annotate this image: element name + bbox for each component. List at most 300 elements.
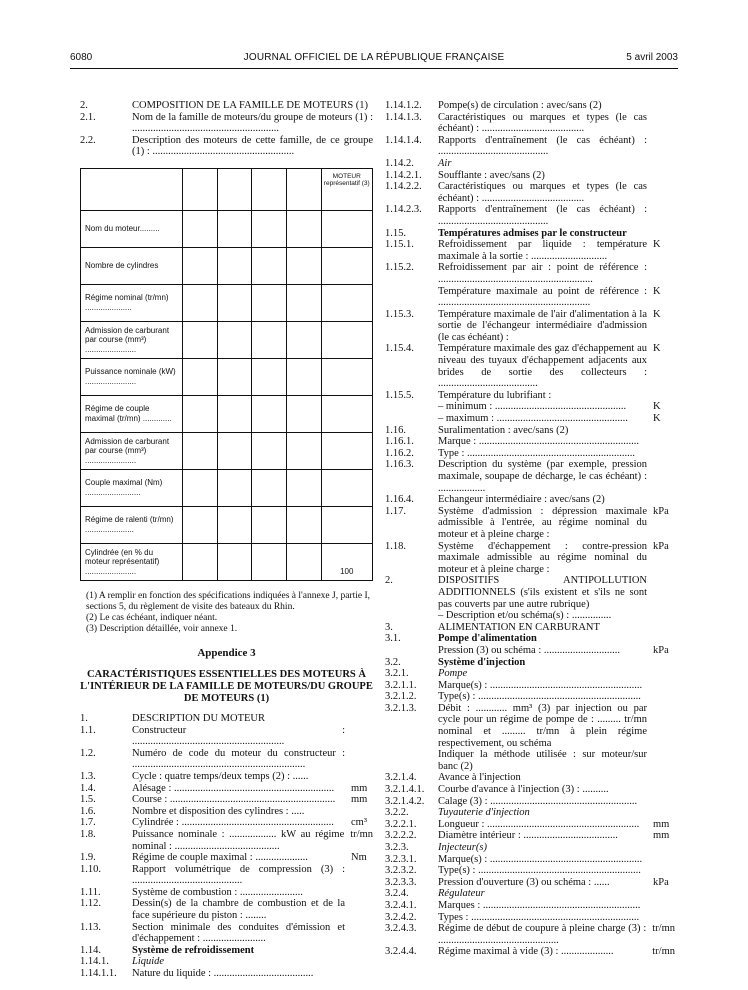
table-cell bbox=[252, 395, 287, 432]
form-item bbox=[385, 668, 675, 680]
item-number: 1.17. bbox=[385, 505, 406, 517]
item-text: Diamètre intérieur : .................................... bbox=[438, 830, 618, 842]
item-text: Pression (3) ou schéma : ............................. bbox=[438, 644, 620, 656]
item-text: Marque : ............................................................. bbox=[438, 436, 639, 448]
item-text: Système d'échappement : contre-pression maximale admissible au régime nominal du moteur et à pleine charge : bbox=[438, 540, 647, 575]
page-number: 6080 bbox=[70, 52, 93, 63]
table-cell bbox=[252, 543, 287, 580]
item-number: 1.15.3. bbox=[385, 308, 414, 320]
representative-engine-cell bbox=[321, 506, 373, 543]
item-number: 3.2.2. bbox=[385, 807, 409, 819]
table-cell bbox=[217, 395, 252, 432]
item-text: Courbe d'avance à l'injection (3) : .......... bbox=[438, 784, 609, 796]
item-text: – maximum : .................................................. bbox=[438, 413, 628, 425]
item-text: Pompe bbox=[438, 668, 468, 680]
row-label: Régime nominal (tr/mn) ..................... bbox=[81, 284, 183, 321]
item-text: Course : ............................................................... bbox=[132, 794, 336, 806]
item-number: 1.14.2. bbox=[385, 157, 414, 169]
item-number: 3.2.4.2. bbox=[385, 911, 417, 923]
footnote-3: (3) Description détaillée, voir annexe 1. bbox=[86, 623, 238, 634]
item-unit: mm bbox=[351, 782, 368, 794]
form-item bbox=[385, 204, 675, 227]
footnotes bbox=[80, 591, 373, 635]
form-item bbox=[385, 819, 675, 831]
table-row bbox=[81, 506, 373, 543]
item-text: Echangeur intermédiaire : avec/sans (2) bbox=[438, 494, 605, 506]
item-number: 1.1. bbox=[80, 724, 96, 736]
form-item bbox=[80, 135, 373, 158]
item-unit: kPa bbox=[653, 644, 669, 656]
form-item bbox=[385, 309, 675, 344]
table-cell bbox=[286, 358, 321, 395]
form-item bbox=[385, 413, 675, 425]
item-number: 1.7. bbox=[80, 817, 96, 829]
form-item bbox=[80, 783, 373, 795]
item-number: 1.16.2. bbox=[385, 447, 414, 459]
appendix-heading: CARACTÉRISTIQUES ESSENTIELLES DES MOTEURS À L'INTÉRIEUR DE LA FAMILLE DE MOTEURS/DU GROUPE DE MOTEURS (1) bbox=[80, 668, 373, 704]
form-item bbox=[385, 170, 675, 182]
row-label: Régime de couple maximal (tr/mn) ............. bbox=[81, 395, 183, 432]
item-number: 1.14. bbox=[80, 944, 101, 956]
table-cell bbox=[182, 168, 217, 210]
table-row bbox=[81, 358, 373, 395]
representative-engine-cell bbox=[321, 321, 373, 358]
form-item bbox=[385, 854, 675, 866]
item-text: Pression d'ouverture (3) ou schéma : ...... bbox=[438, 876, 610, 888]
item-number: 3.1. bbox=[385, 633, 401, 645]
table-cell bbox=[182, 321, 217, 358]
row-label: Puissance nominale (kW) ....................... bbox=[81, 358, 183, 395]
item-number: 1.18. bbox=[385, 540, 406, 552]
left-column bbox=[80, 100, 373, 980]
item-text: ALIMENTATION EN CARBURANT bbox=[438, 621, 600, 633]
representative-engine-cell bbox=[321, 469, 373, 506]
item-number: 1.15.5. bbox=[385, 389, 414, 401]
item-unit: mm bbox=[653, 818, 670, 830]
item-number: 2. bbox=[385, 575, 393, 587]
table-row bbox=[81, 210, 373, 247]
item-unit: mm bbox=[351, 794, 368, 806]
form-item bbox=[80, 968, 373, 980]
form-item bbox=[385, 877, 675, 889]
table-cell bbox=[252, 358, 287, 395]
table-cell bbox=[252, 321, 287, 358]
representative-engine-header: MOTEUR représentatif (3) bbox=[321, 168, 373, 210]
item-text: Caractéristiques ou marques et types (le cas échéant) : ....................................... bbox=[438, 181, 647, 204]
form-item bbox=[385, 262, 675, 285]
representative-engine-cell bbox=[321, 284, 373, 321]
item-unit: K bbox=[653, 401, 661, 413]
table-row bbox=[81, 543, 373, 580]
representative-engine-cell bbox=[321, 395, 373, 432]
table-row bbox=[81, 284, 373, 321]
item-number: 1.14.2.3. bbox=[385, 204, 422, 216]
table-cell bbox=[182, 506, 217, 543]
item-text: DESCRIPTION DU MOTEUR bbox=[132, 712, 266, 724]
item-number: 1.15.2. bbox=[385, 262, 414, 274]
item-text: Marques : ............................................................ bbox=[438, 899, 641, 911]
item-text: Marque(s) : .......................................................... bbox=[438, 679, 643, 691]
table-cell bbox=[252, 247, 287, 284]
table-cell bbox=[252, 506, 287, 543]
item-unit: K bbox=[653, 413, 661, 425]
representative-engine-cell bbox=[321, 247, 373, 284]
item-number: 2.2. bbox=[80, 134, 96, 146]
item-number: 3.2.1.1. bbox=[385, 679, 417, 691]
item-text: Cylindrée : .......................................................... bbox=[132, 817, 334, 829]
form-item bbox=[385, 459, 675, 494]
item-number: 3.2.1. bbox=[385, 668, 409, 680]
footnote-2: (2) Le cas échéant, indiquer néant. bbox=[86, 612, 218, 623]
form-item bbox=[385, 100, 675, 112]
form-item bbox=[80, 748, 373, 771]
item-number: 3.2. bbox=[385, 656, 401, 668]
table-cell bbox=[286, 395, 321, 432]
item-number: 1.15.4. bbox=[385, 343, 414, 355]
representative-engine-cell bbox=[321, 210, 373, 247]
form-item bbox=[385, 541, 675, 576]
table-header-row bbox=[81, 168, 373, 210]
table-cell bbox=[217, 543, 252, 580]
item-text: Dessin(s) de la chambre de combustion et de la face supérieure du piston : ........ bbox=[132, 898, 345, 922]
item-text: Constructeur : .......................................................... bbox=[132, 724, 345, 748]
form-item bbox=[80, 725, 373, 748]
item-text: Rapports d'entraînement (le cas échéant) : .......................................... bbox=[438, 134, 647, 158]
table-cell bbox=[286, 506, 321, 543]
table-cell bbox=[217, 321, 252, 358]
item-text: Rapports d'entraînement (le cas échéant) : .......................................... bbox=[438, 204, 647, 227]
form-item bbox=[80, 771, 373, 783]
form-item bbox=[80, 817, 373, 829]
table-cell bbox=[286, 432, 321, 469]
engine-family-table bbox=[80, 168, 373, 581]
item-number: 1.15.1. bbox=[385, 239, 414, 251]
table-cell bbox=[182, 469, 217, 506]
form-item bbox=[385, 772, 675, 784]
item-unit: K bbox=[653, 343, 661, 355]
representative-engine-cell bbox=[321, 358, 373, 395]
item-text: Températures admises par le constructeur bbox=[438, 227, 627, 239]
item-text: Rapport volumétrique de compression (3) : .......................................... bbox=[132, 863, 345, 887]
item-text: Pompe(s) de circulation : avec/sans (2) bbox=[438, 100, 602, 111]
item-unit: mm bbox=[653, 830, 670, 842]
item-text: Injecteur(s) bbox=[438, 842, 487, 853]
publication-date: 5 avril 2003 bbox=[626, 52, 678, 63]
form-item bbox=[80, 112, 373, 135]
item-unit: K bbox=[653, 239, 661, 251]
item-text: Température maximale au point de référence : .......................................................... bbox=[438, 285, 647, 309]
row-label: Admission de carburant par course (mm³) ....................... bbox=[81, 432, 183, 469]
item-text: COMPOSITION DE LA FAMILLE DE MOTEURS (1) bbox=[132, 100, 369, 111]
table-cell bbox=[252, 469, 287, 506]
form-item bbox=[385, 181, 675, 204]
item-number: 1.16. bbox=[385, 424, 406, 436]
item-text: Marque(s) : .......................................................... bbox=[438, 853, 643, 865]
item-unit: kPa bbox=[653, 876, 669, 888]
form-item bbox=[80, 956, 373, 968]
form-item bbox=[385, 703, 675, 749]
form-item bbox=[385, 158, 675, 170]
item-number: 3.2.3.1. bbox=[385, 853, 417, 865]
item-unit: kPa bbox=[653, 505, 669, 517]
item-number: 3.2.4.1. bbox=[385, 899, 417, 911]
item-number: 3.2.1.4.1. bbox=[385, 784, 425, 796]
form-item bbox=[80, 898, 373, 921]
item-text: Type(s) : .............................................................. bbox=[438, 865, 641, 877]
item-number: 3.2.4.3. bbox=[385, 923, 417, 935]
table-cell bbox=[252, 210, 287, 247]
form-item bbox=[385, 425, 675, 437]
footnote-1: (1) A remplir en fonction des spécifications indiquées à l'annexe J, partie I, sections 5, du règlement de visite des bateaux du Rhin. bbox=[86, 590, 370, 612]
table-cell bbox=[252, 432, 287, 469]
form-item bbox=[385, 633, 675, 645]
item-unit: tr/mn bbox=[652, 946, 675, 958]
form-item bbox=[385, 228, 675, 240]
form-item bbox=[80, 100, 373, 112]
table-cell bbox=[217, 210, 252, 247]
form-item bbox=[385, 807, 675, 819]
item-unit: kPa bbox=[653, 540, 669, 552]
row-label: Régime de ralenti (tr/mn) ...................... bbox=[81, 506, 183, 543]
table-row bbox=[81, 469, 373, 506]
item-text: Débit : ............ mm³ (3) par injection ou par cycle pour un régime de pompe de : ......... tr/mn nominal et ......... tr/mn à plein régime respectivement, ou schéma bbox=[438, 702, 647, 749]
row-label: Admission de carburant par course (mm³) ....................... bbox=[81, 321, 183, 358]
item-number: 1.5. bbox=[80, 794, 96, 806]
item-number: 1.13. bbox=[80, 921, 101, 933]
row-label: Nombre de cylindres bbox=[81, 247, 183, 284]
item-text: Caractéristiques ou marques et types (le cas échéant) : ....................................... bbox=[438, 111, 647, 135]
item-number: 1.8. bbox=[80, 828, 96, 840]
appendix-title: Appendice 3 bbox=[197, 646, 256, 659]
item-number: 3.2.1.4. bbox=[385, 772, 417, 784]
item-number: 3.2.3. bbox=[385, 842, 409, 853]
table-cell bbox=[286, 321, 321, 358]
item-text: Refroidissement par air : point de référence : ........................................................... bbox=[438, 262, 647, 285]
form-item bbox=[385, 436, 675, 448]
item-number: 1.16.1. bbox=[385, 436, 414, 448]
form-item bbox=[385, 622, 675, 634]
item-text: Nature du liquide : ...................................... bbox=[132, 968, 314, 980]
item-text: Température maximale de l'air d'alimentation à la sortie de l'échangeur intermédiaire d'admission (le cas échéant) : bbox=[438, 308, 647, 343]
header-rule bbox=[70, 68, 678, 69]
item-text: Avance à l'injection bbox=[438, 772, 521, 784]
representative-engine-cell: 100 bbox=[321, 543, 373, 580]
item-text: Température maximale des gaz d'échappement au niveau des tuyaux d'échappement adjacents aux brides de sortie des collecteurs : ...................................... bbox=[438, 343, 647, 390]
form-item bbox=[385, 343, 675, 389]
item-number: 1.16.3. bbox=[385, 459, 414, 471]
item-number: 1.12. bbox=[80, 898, 101, 910]
item-text: Pompe d'alimentation bbox=[438, 633, 537, 645]
form-item bbox=[385, 946, 675, 958]
item-number: 1. bbox=[80, 712, 88, 724]
form-item bbox=[385, 680, 675, 692]
form-item bbox=[385, 575, 675, 610]
form-item bbox=[80, 852, 373, 864]
item-text: Système de combustion : ........................ bbox=[132, 886, 303, 898]
item-text: Longueur : .......................................................... bbox=[438, 818, 640, 830]
table-cell bbox=[182, 210, 217, 247]
item-text: Description du système (par exemple, pression maximale, soupape de décharge, le cas échéant) : .................. bbox=[438, 459, 647, 494]
item-text: Type(s) : .............................................................. bbox=[438, 691, 641, 703]
table-cell bbox=[182, 543, 217, 580]
item-text: Numéro de code du moteur du constructeur : .................................................................. bbox=[132, 747, 345, 771]
item-text: Régulateur bbox=[438, 888, 485, 900]
item-text: Indiquer la méthode utilisée : sur moteur/sur banc (2) bbox=[438, 749, 647, 772]
right-column bbox=[385, 100, 675, 958]
form-item bbox=[385, 830, 675, 842]
left-items bbox=[80, 713, 373, 980]
form-item bbox=[385, 494, 675, 506]
item-number: 1.14.2.1. bbox=[385, 169, 422, 181]
item-number: 1.14.1. bbox=[80, 956, 109, 968]
form-item bbox=[385, 900, 675, 912]
item-unit: K bbox=[653, 308, 661, 320]
item-text: Calage (3) : ........................................................ bbox=[438, 795, 638, 807]
item-number: 1.11. bbox=[80, 886, 101, 898]
item-number: 3.2.1.2. bbox=[385, 691, 417, 703]
table-cell bbox=[252, 284, 287, 321]
table-cell bbox=[286, 210, 321, 247]
item-number: 3.2.2.2. bbox=[385, 830, 417, 842]
item-unit: tr/mn bbox=[652, 923, 675, 935]
item-number: 1.10. bbox=[80, 863, 101, 875]
form-item bbox=[385, 784, 675, 796]
item-unit: K bbox=[653, 285, 661, 297]
item-number: 2.1. bbox=[80, 111, 96, 123]
table-cell bbox=[182, 284, 217, 321]
item-number: 1.2. bbox=[80, 747, 96, 759]
item-number: 3.2.4. bbox=[385, 888, 409, 900]
item-text: Section minimale des conduites d'émission et d'échappement : ........................ bbox=[132, 921, 345, 945]
item-unit: Nm bbox=[351, 852, 367, 864]
item-text: Température du lubrifiant : bbox=[438, 389, 552, 401]
item-number: 1.3. bbox=[80, 770, 96, 782]
table-cell bbox=[182, 432, 217, 469]
form-item bbox=[80, 713, 373, 725]
item-number: 3.2.3.3. bbox=[385, 876, 417, 888]
form-item bbox=[385, 865, 675, 877]
item-text: DISPOSITIFS ANTIPOLLUTION ADDITIONNELS (s'ils existent et s'ils ne sont pas couverts par une autre rubrique) bbox=[438, 575, 647, 610]
item-text: Nom de la famille de moteurs/du groupe de moteurs (1) : ........................................................ bbox=[132, 111, 373, 135]
item-number: 3. bbox=[385, 621, 393, 633]
form-item bbox=[385, 390, 675, 402]
table-cell bbox=[252, 168, 287, 210]
form-item bbox=[385, 842, 675, 854]
right-items bbox=[385, 100, 675, 958]
form-item bbox=[385, 796, 675, 808]
item-text: Régime de couple maximal : .................... bbox=[132, 852, 308, 864]
table-cell bbox=[182, 358, 217, 395]
item-text: Description des moteurs de cette famille, de ce groupe (1) : ...................................................... bbox=[132, 134, 373, 158]
item-text: Système d'injection bbox=[438, 656, 526, 668]
row-label: Nom du moteur......... bbox=[81, 210, 183, 247]
table-cell bbox=[182, 395, 217, 432]
form-item bbox=[80, 864, 373, 887]
form-item bbox=[385, 691, 675, 703]
form-item bbox=[80, 829, 373, 852]
item-number: 1.16.4. bbox=[385, 494, 414, 506]
item-unit: tr/mn bbox=[350, 828, 373, 840]
form-item bbox=[385, 749, 675, 772]
page-header bbox=[0, 52, 748, 68]
table-cell bbox=[217, 247, 252, 284]
form-item bbox=[385, 645, 675, 657]
item-text: Soufflante : avec/sans (2) bbox=[438, 169, 545, 181]
item-number: 1.14.1.4. bbox=[385, 134, 422, 146]
item-number: 1.15. bbox=[385, 227, 406, 239]
item-text: Cycle : quatre temps/deux temps (2) : ...... bbox=[132, 770, 309, 782]
form-item bbox=[385, 610, 675, 622]
form-item bbox=[80, 794, 373, 806]
item-number: 3.2.3.2. bbox=[385, 865, 417, 877]
table-cell bbox=[217, 284, 252, 321]
item-text: Types : ................................................................ bbox=[438, 911, 640, 923]
item-text: Puissance nominale : .................. kW au régime nominal : ........................................ bbox=[132, 828, 345, 852]
form-item bbox=[80, 887, 373, 899]
form-item bbox=[80, 806, 373, 818]
table-row bbox=[81, 247, 373, 284]
table-row bbox=[81, 395, 373, 432]
form-item bbox=[385, 888, 675, 900]
table-corner-cell bbox=[81, 168, 183, 210]
item-text: Tuyauterie d'injection bbox=[438, 807, 530, 819]
form-item bbox=[80, 945, 373, 957]
table-cell bbox=[286, 247, 321, 284]
item-text: Régime de début de coupure à pleine charge (3) : .............................................. bbox=[438, 923, 647, 946]
item-text: Système d'admission : dépression maximale admissible à l'entrée, au régime nominal du moteur et à pleine charge : bbox=[438, 505, 647, 540]
form-item bbox=[80, 922, 373, 945]
form-item bbox=[385, 401, 675, 413]
item-number: 3.2.1.3. bbox=[385, 702, 417, 714]
item-number: 2. bbox=[80, 100, 88, 111]
table-row bbox=[81, 432, 373, 469]
table-cell bbox=[217, 432, 252, 469]
item-number: 3.2.4.4. bbox=[385, 946, 417, 958]
table-cell bbox=[217, 469, 252, 506]
item-unit: cm³ bbox=[351, 817, 367, 829]
table-cell bbox=[286, 543, 321, 580]
item-number: 1.9. bbox=[80, 852, 96, 864]
item-number: 1.14.1.3. bbox=[385, 111, 422, 123]
item-text: Nombre et disposition des cylindres : ..... bbox=[132, 805, 305, 817]
item-text: Liquide bbox=[132, 956, 165, 968]
item-text: – Description et/ou schéma(s) : ............... bbox=[438, 610, 612, 622]
form-item bbox=[385, 112, 675, 135]
table-row bbox=[81, 321, 373, 358]
journal-title: JOURNAL OFFICIEL DE LA RÉPUBLIQUE FRANÇAISE bbox=[243, 52, 505, 63]
row-label: Cylindrée (en % du moteur représentatif) ....................... bbox=[81, 543, 183, 580]
form-item bbox=[385, 506, 675, 541]
item-number: 1.14.1.1. bbox=[80, 968, 117, 980]
table-cell bbox=[182, 247, 217, 284]
form-item bbox=[385, 286, 675, 309]
representative-engine-cell bbox=[321, 432, 373, 469]
item-text: Air bbox=[438, 157, 452, 169]
item-number: 1.4. bbox=[80, 782, 96, 794]
table-cell bbox=[217, 168, 252, 210]
item-number: 1.6. bbox=[80, 805, 96, 817]
item-text: Suralimentation : avec/sans (2) bbox=[438, 424, 569, 436]
table-cell bbox=[286, 469, 321, 506]
item-number: 1.14.1.2. bbox=[385, 100, 422, 111]
item-text: – minimum : .................................................. bbox=[438, 401, 627, 413]
table-cell bbox=[286, 284, 321, 321]
table-cell bbox=[217, 358, 252, 395]
item-text: Alésage : ............................................................. bbox=[132, 782, 335, 794]
form-item bbox=[385, 448, 675, 460]
item-text: Régime maximal à vide (3) : .................... bbox=[438, 946, 614, 958]
form-item bbox=[385, 239, 675, 262]
